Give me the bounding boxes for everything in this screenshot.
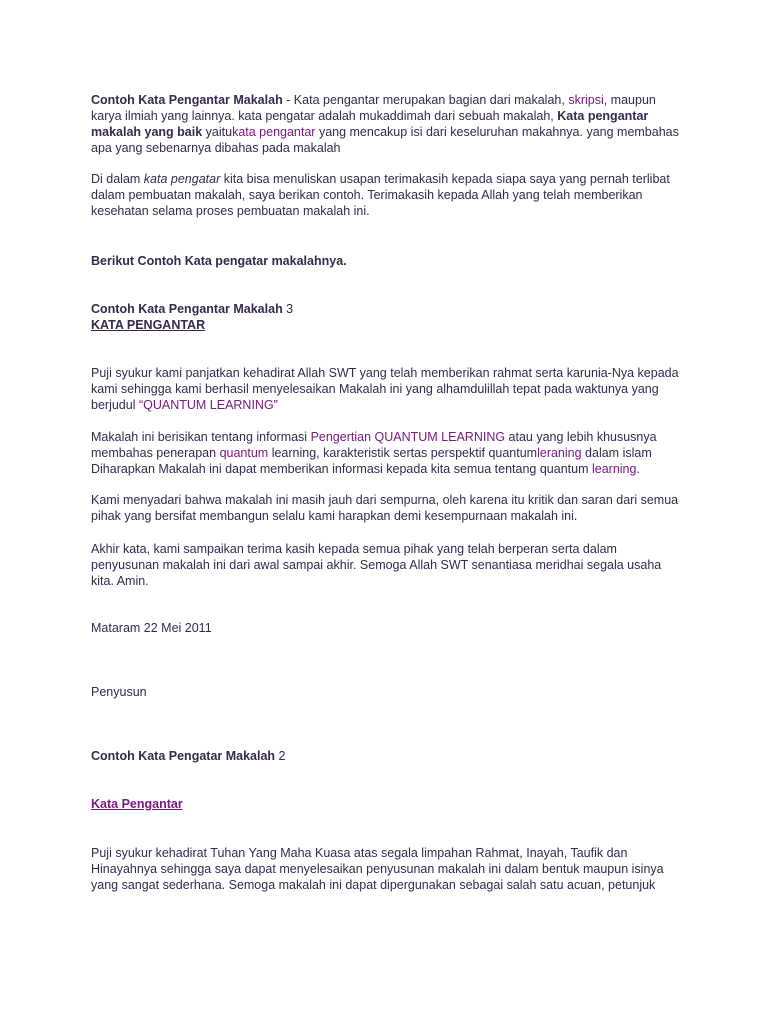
skripsi-link[interactable]: skripsi [568, 93, 604, 107]
sample3-title: Contoh Kata Pengantar Makalah 3 [91, 302, 294, 316]
sample3-paragraph-1: Puji syukur kami panjatkan kehadirat Allah SWT yang telah memberikan rahmat serta karunia-Nya kepada kami sehingga kami berhasil menyelesaikan Makalah ini yang alhamdulillah tepat pada waktunya yang berjudul “QUANTUM LEARNING” [91, 366, 679, 412]
sample2-title: Contoh Kata Pengatar Makalah 2 [91, 749, 286, 763]
italic-kata-pengatar: kata pengatar [143, 172, 221, 186]
quantum-link[interactable]: quantum [219, 446, 269, 460]
sample2-paragraph-1: Puji syukur kehadirat Tuhan Yang Maha Kuasa atas segala limpahan Rahmat, Inayah, Taufik dan Hinayahnya sehingga saya dapat menyelesaikan penyusunan makalah ini dalam bentuk maupun isinya yang sangat sederhana. Semoga makalah ini dapat dipergunakan sebagai salah satu acuan, petunjuk [91, 846, 664, 892]
pengertian-link[interactable]: Pengertian QUANTUM LEARNING [310, 430, 506, 444]
learning-link[interactable]: learning [591, 462, 637, 476]
intro-paragraph: Contoh Kata Pengantar Makalah - Kata pengantar merupakan bagian dari makalah, skripsi, maupun karya ilmiah yang lainnya. kata pengatar adalah mukaddimah dari sebuah makalah, Kata pengantar makalah yang baik yaitukata pengantar yang mencakup isi dari keseluruhan makahnya. yang membahas apa yang sebenarnya dibahas pada makalah [91, 93, 679, 155]
quantum-learning-link[interactable]: “QUANTUM LEARNING” [138, 398, 278, 412]
berikut-heading: Berikut Contoh Kata pengatar makalahnya. [91, 254, 347, 268]
sample3-paragraph-3: Kami menyadari bahwa makalah ini masih jauh dari sempurna, oleh karena itu kritik dan saran dari semua pihak yang bersifat membangun selalu kami harapkan demi kesempurnaan makalah ini. [91, 493, 679, 523]
leraning-link[interactable]: leraning [537, 446, 582, 460]
sample3-paragraph-4: Akhir kata, kami sampaikan terima kasih kepada semua pihak yang telah berperan serta dalam penyusunan makalah ini dari awal sampai akhir. Semoga Allah SWT senantiasa meridhai segala usaha kita. Amin. [91, 542, 662, 588]
paragraph-di-dalam: Di dalam kata pengatar kita bisa menuliskan usapan terimakasih kepada siapa saya yang pernah terlibat dalam pembuatan makalah, saya berikan contoh. Terimakasih kepada Allah yang telah memberikan kesehatan selama proses pembuatan makalah ini. [91, 172, 670, 218]
sample3-paragraph-2: Makalah ini berisikan tentang informasi Pengertian QUANTUM LEARNING atau yang lebih khususnya membahas penerapan quantum learning, karakteristik sertas perspektif quantumleraning dalam islam Diharapkan Makalah ini dapat memberikan informasi kepada kita semua tentang quantum learning. [91, 430, 657, 476]
intro-heading: Contoh Kata Pengantar Makalah [91, 93, 283, 107]
intro-bold-phrase: Kata pengantar makalah yang baik [91, 109, 649, 139]
sample3-date: Mataram 22 Mei 2011 [91, 621, 212, 635]
sample3-signer: Penyusun [91, 685, 147, 699]
kata-pengantar-heading-link[interactable]: Kata Pengantar [91, 797, 183, 811]
kata-pengantar-link[interactable]: kata pengantar [232, 125, 316, 139]
sample3-heading: KATA PENGANTAR [91, 318, 206, 332]
sample2-heading [91, 796, 681, 812]
